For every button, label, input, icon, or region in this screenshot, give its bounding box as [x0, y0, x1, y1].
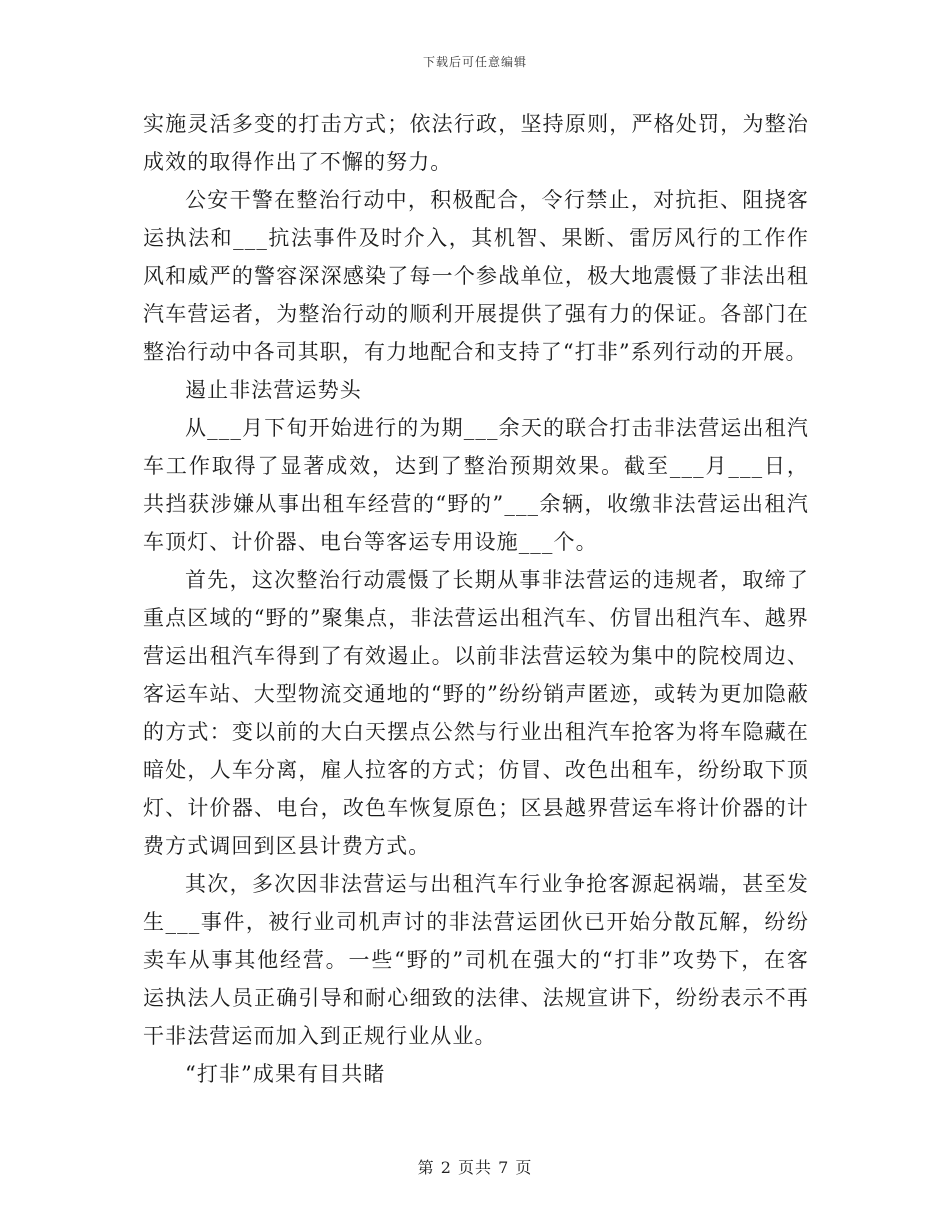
document-body	[143, 105, 809, 1093]
paragraph-second-effect: 其次，多次因非法营运与出租汽车行业争抢客源起祸端，甚至发生___事件，被行业司机声讨的非法营运团伙已开始分散瓦解，纷纷卖车从事其他经营。一些“野的”司机在强大的“打非”攻势下，在客运执法人员正确引导和耐心细致的法律、法规宣讲下，纷纷表示不再干非法营运而加入到正规行业从业。	[143, 872, 809, 1048]
paragraph-continuation: 实施灵活多变的打击方式；依法行政，坚持原则，严格处罚，为整治成效的取得作出了不懈的努力。	[143, 112, 809, 174]
section-heading-visible-results: “打非”成果有目共睹	[185, 1062, 386, 1086]
paragraph-results-summary: 从___月下旬开始进行的为期___余天的联合打击非法营运出租汽车工作取得了显著成效，达到了整治预期效果。截至___月___日，共挡获涉嫌从事出租车经营的“野的”___余辆，收缴非法营运出租汽车顶灯、计价器、电台等客运专用设施___个。	[143, 416, 809, 554]
paragraph-police-cooperation: 公安干警在整治行动中，积极配合，令行禁止，对抗拒、阻挠客运执法和___抗法事件及时介入，其机智、果断、雷厉风行的工作作风和威严的警容深深感染了每一个参战单位，极大地震慑了非法出租汽车营运者，为整治行动的顺利开展提供了强有力的保证。各部门在整治行动中各司其职，有力地配合和支持了“打非”系列行动的开展。	[143, 188, 809, 364]
section-heading-curb-illegal-operation: 遏止非法营运势头	[185, 378, 362, 402]
paragraph-first-effect: 首先，这次整治行动震慑了长期从事非法营运的违规者，取缔了重点区域的“野的”聚集点，非法营运出租汽车、仿冒出租汽车、越界营运出租汽车得到了有效遏止。以前非法营运较为集中的院校周边、客运车站、大型物流交通地的“野的”纷纷销声匿迹，或转为更加隐蔽的方式：变以前的大白天摆点公然与行业出租汽车抢客为将车隐藏在暗处，人车分离，雇人拉客的方式；仿冒、改色出租车，纷纷取下顶灯、计价器、电台，改色车恢复原色；区县越界营运车将计价器的计费方式调回到区县计费方式。	[143, 568, 809, 858]
page-header: 下载后可任意编辑	[422, 55, 527, 69]
page-number: 第 2 页共 7 页	[417, 1158, 533, 1177]
